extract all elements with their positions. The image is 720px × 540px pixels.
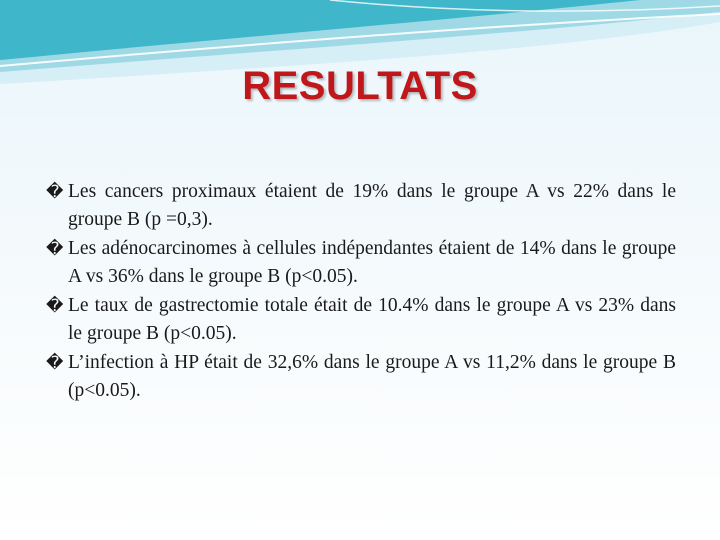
bullet-icon: � — [46, 182, 64, 202]
bullet-icon: � — [46, 353, 64, 373]
results-bullet-list — [46, 178, 676, 406]
bullet-item-proximal-cancers — [46, 178, 676, 234]
bullet-text: Les adénocarcinomes à cellules indépendantes étaient de 14% dans le groupe A vs 36% dans le groupe B (p<0.05). — [68, 238, 676, 287]
bullet-text: Les cancers proximaux étaient de 19% dans le groupe A vs 22% dans le groupe B (p =0,3). — [68, 181, 676, 230]
bullet-item-total-gastrectomy — [46, 292, 676, 348]
bullet-item-signet-ring-adenocarcinoma — [46, 235, 676, 291]
slide-title: RESULTATS — [242, 64, 478, 108]
bullet-item-hp-infection — [46, 349, 676, 405]
bullet-text: L’infection à HP était de 32,6% dans le groupe A vs 11,2% dans le groupe B (p<0.05). — [68, 352, 676, 401]
bullet-icon: � — [46, 296, 64, 316]
bullet-icon: � — [46, 239, 64, 259]
bullet-text: Le taux de gastrectomie totale était de 10.4% dans le groupe A vs 23% dans le groupe B (p<0.05). — [68, 295, 676, 344]
